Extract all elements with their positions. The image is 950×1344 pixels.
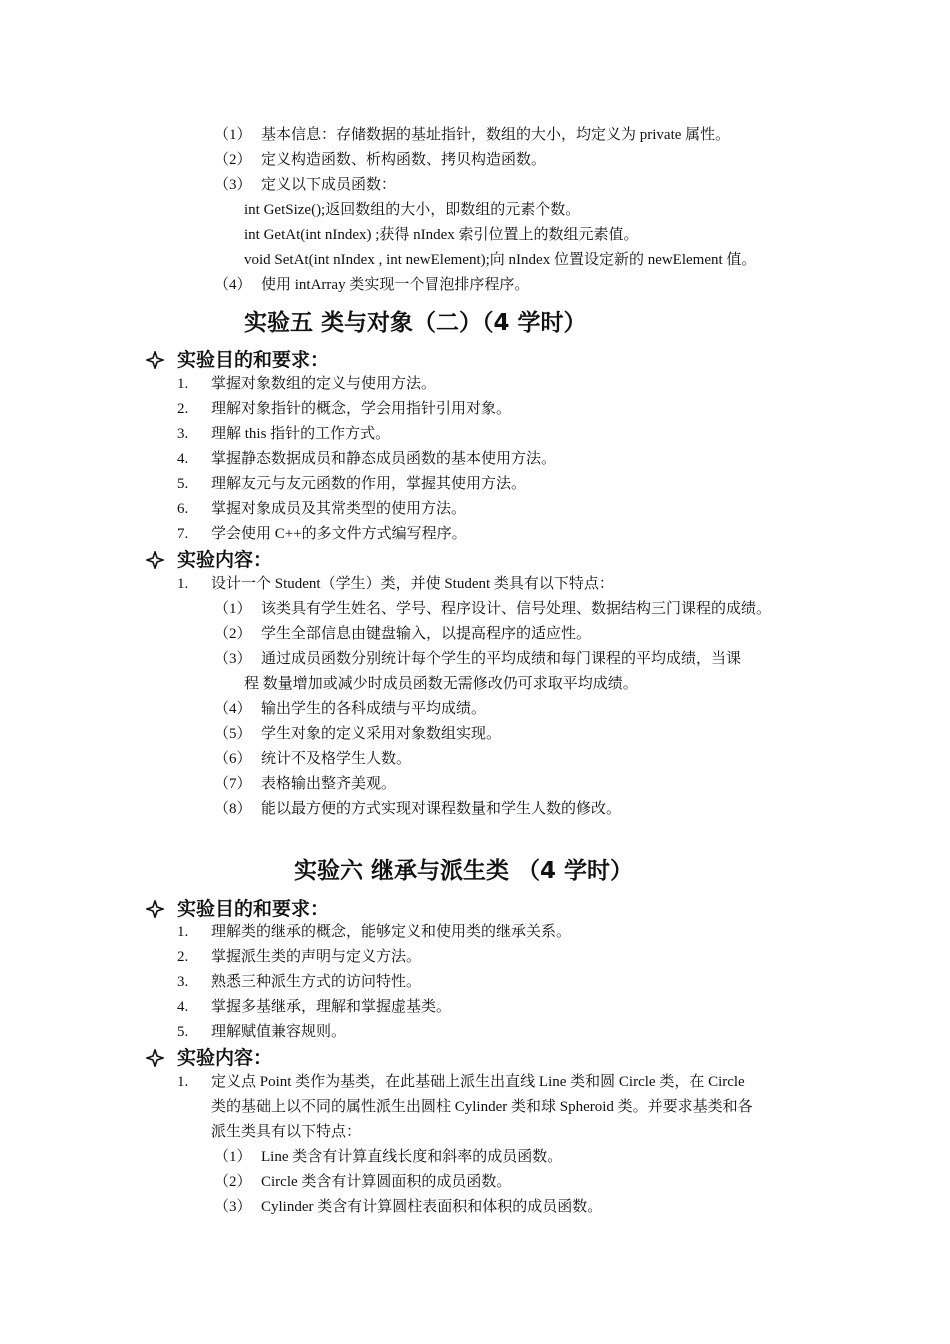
diamond-bullet-icon bbox=[146, 900, 164, 918]
section-title: 实验六 继承与派生类 （4 学时） bbox=[294, 858, 634, 884]
list-number: （1） bbox=[214, 127, 252, 143]
diamond-bullet-icon bbox=[146, 551, 164, 569]
list-number: 3. bbox=[177, 426, 189, 442]
diamond-bullet-icon bbox=[146, 351, 164, 369]
list-item: 理解友元与友元函数的作用，掌握其使用方法。 bbox=[211, 476, 527, 492]
list-item: 定义构造函数、析构函数、拷贝构造函数。 bbox=[261, 152, 547, 168]
list-item: 学会使用 C++的多文件方式编写程序。 bbox=[211, 526, 467, 542]
list-item: 表格输出整齐美观。 bbox=[261, 776, 397, 792]
list-number: 1. bbox=[177, 376, 189, 392]
list-number: （6） bbox=[214, 751, 252, 767]
list-item: 该类具有学生姓名、学号、程序设计、信号处理、数据结构三门课程的成绩。 bbox=[261, 601, 772, 617]
subsection-heading: 实验内容： bbox=[177, 549, 273, 571]
code-line: int GetSize();返回数组的大小，即数组的元素个数。 bbox=[244, 202, 581, 218]
code-line: void SetAt(int nIndex , int newElement);向 nIndex 位置设定新的 newElement 值。 bbox=[244, 252, 757, 268]
list-number: （8） bbox=[214, 801, 252, 817]
list-number: （2） bbox=[214, 152, 252, 168]
list-number: （4） bbox=[214, 701, 252, 717]
list-item: 统计不及格学生人数。 bbox=[261, 751, 412, 767]
list-item-continuation: 派生类具有以下特点： bbox=[211, 1124, 362, 1140]
list-item: 理解赋值兼容规则。 bbox=[211, 1024, 347, 1040]
subsection-heading: 实验目的和要求： bbox=[177, 349, 330, 371]
list-number: （1） bbox=[214, 1149, 252, 1165]
list-number: 1. bbox=[177, 576, 189, 592]
list-item: 学生对象的定义采用对象数组实现。 bbox=[261, 726, 502, 742]
list-item: 理解 this 指针的工作方式。 bbox=[211, 426, 391, 442]
list-number: 1. bbox=[177, 924, 189, 940]
diamond-bullet-icon bbox=[146, 1049, 164, 1067]
list-item: Line 类含有计算直线长度和斜率的成员函数。 bbox=[261, 1149, 563, 1165]
list-item: 使用 intArray 类实现一个冒泡排序程序。 bbox=[261, 277, 530, 293]
list-item: 掌握对象数组的定义与使用方法。 bbox=[211, 376, 437, 392]
subsection-heading: 实验目的和要求： bbox=[177, 898, 330, 920]
list-item: 基本信息：存储数据的基址指针，数组的大小，均定义为 private 属性。 bbox=[261, 127, 731, 143]
list-number: （3） bbox=[214, 651, 252, 667]
list-number: 5. bbox=[177, 1024, 189, 1040]
list-item: 理解类的继承的概念，能够定义和使用类的继承关系。 bbox=[211, 924, 572, 940]
list-number: （3） bbox=[214, 1199, 252, 1215]
list-number: 3. bbox=[177, 974, 189, 990]
list-number: （5） bbox=[214, 726, 252, 742]
list-number: （1） bbox=[214, 601, 252, 617]
list-number: （2） bbox=[214, 626, 252, 642]
list-number: （7） bbox=[214, 776, 252, 792]
list-item: 熟悉三种派生方式的访问特性。 bbox=[211, 974, 422, 990]
list-number: （3） bbox=[214, 177, 252, 193]
list-number: 7. bbox=[177, 526, 189, 542]
list-number: （2） bbox=[214, 1174, 252, 1190]
list-number: 2. bbox=[177, 949, 189, 965]
list-number: 2. bbox=[177, 401, 189, 417]
list-number: 4. bbox=[177, 999, 189, 1015]
subsection-heading: 实验内容： bbox=[177, 1047, 273, 1069]
list-item-continuation: 类的基础上以不同的属性派生出圆柱 Cylinder 类和球 Spheroid 类。并要求基类和各 bbox=[211, 1099, 753, 1115]
list-item: 定义点 Point 类作为基类，在此基础上派生出直线 Line 类和圆 Circle 类，在 Circle bbox=[211, 1074, 745, 1090]
list-number: 4. bbox=[177, 451, 189, 467]
list-item: 掌握静态数据成员和静态成员函数的基本使用方法。 bbox=[211, 451, 557, 467]
list-item: 输出学生的各科成绩与平均成绩。 bbox=[261, 701, 487, 717]
list-item: Circle 类含有计算圆面积的成员函数。 bbox=[261, 1174, 512, 1190]
list-item: 通过成员函数分别统计每个学生的平均成绩和每门课程的平均成绩，当课 bbox=[261, 651, 742, 667]
list-number: 1. bbox=[177, 1074, 189, 1090]
list-item: Cylinder 类含有计算圆柱表面积和体积的成员函数。 bbox=[261, 1199, 603, 1215]
list-number: 6. bbox=[177, 501, 189, 517]
list-item: 能以最方便的方式实现对课程数量和学生人数的修改。 bbox=[261, 801, 622, 817]
list-item: 设计一个 Student（学生）类，并使 Student 类具有以下特点： bbox=[211, 576, 614, 592]
list-item: 学生全部信息由键盘输入，以提高程序的适应性。 bbox=[261, 626, 592, 642]
list-item: 理解对象指针的概念，学会用指针引用对象。 bbox=[211, 401, 512, 417]
list-number: （4） bbox=[214, 277, 252, 293]
list-item: 定义以下成员函数： bbox=[261, 177, 397, 193]
code-line: int GetAt(int nIndex) ;获得 nIndex 索引位置上的数组元素值。 bbox=[244, 227, 639, 243]
list-item: 掌握多基继承，理解和掌握虚基类。 bbox=[211, 999, 452, 1015]
section-title: 实验五 类与对象（二）（4 学时） bbox=[244, 310, 587, 336]
list-number: 5. bbox=[177, 476, 189, 492]
list-item-continuation: 程 数量增加或减少时成员函数无需修改仍可求取平均成绩。 bbox=[244, 676, 638, 692]
list-item: 掌握对象成员及其常类型的使用方法。 bbox=[211, 501, 467, 517]
list-item: 掌握派生类的声明与定义方法。 bbox=[211, 949, 422, 965]
